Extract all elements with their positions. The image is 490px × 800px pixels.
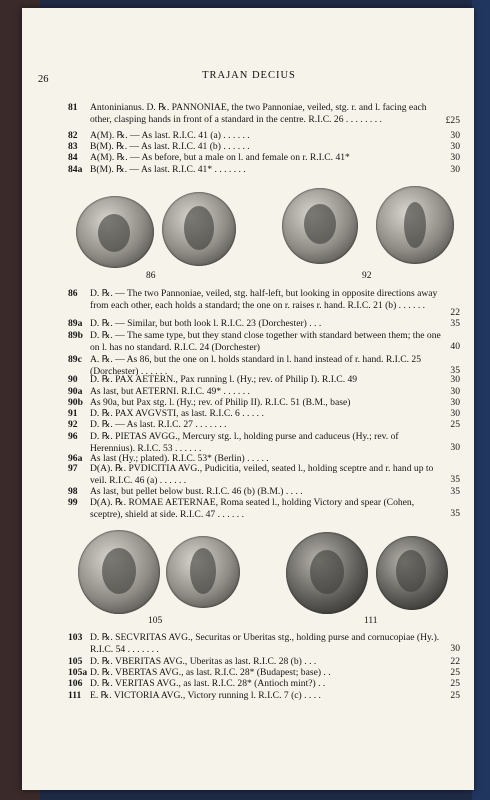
catalog-entry xyxy=(68,330,468,354)
entry-number: 89b xyxy=(68,330,83,341)
entry-description: D. ℞. VERITAS AVG., as last. R.I.C. 28* (Antioch mint?) . . xyxy=(90,678,326,689)
entry-price: 30 xyxy=(450,164,460,175)
entry-price: 30 xyxy=(450,643,460,654)
catalog-entry xyxy=(68,102,468,128)
entry-number: 84 xyxy=(68,152,78,163)
entry-description: As last, but AETERNI. R.I.C. 49* . . . . . . xyxy=(90,386,250,397)
entry-price: 25 xyxy=(450,667,460,678)
entry-price: 25 xyxy=(450,678,460,689)
entry-number: 82 xyxy=(68,130,78,141)
coin-caption: 86 xyxy=(146,271,156,281)
coin-86-obverse xyxy=(76,196,154,268)
entry-description: As last, but pellet below bust. R.I.C. 46 (b) (B.M.) . . . . xyxy=(90,486,303,497)
catalog-entry xyxy=(68,632,468,656)
entry-description: D. ℞. PIETAS AVGG., Mercury stg. l., holding purse and caduceus (Hy.; rev. of Herennius). R.I.C. 53 . . . . . . xyxy=(90,431,399,454)
entry-description: D(A). ℞. PVDICITIA AVG., Pudicitia, veiled, seated l., holding sceptre and r. hand up to veil. R.I.C. 46 (a) . . . . . . xyxy=(90,463,434,486)
entry-number: 81 xyxy=(68,102,78,113)
entry-number: 92 xyxy=(68,419,78,430)
entry-description: A(M). ℞. — As before, but a male on l. and female on r. R.I.C. 41* xyxy=(90,152,350,163)
entry-price: 35 xyxy=(450,486,460,497)
entry-price: 30 xyxy=(450,442,460,453)
entry-price: 30 xyxy=(450,397,460,408)
coin-111-reverse xyxy=(376,536,448,610)
entry-number: 99 xyxy=(68,497,78,508)
entry-price: 30 xyxy=(450,141,460,152)
entry-price: 35 xyxy=(450,365,460,376)
entry-description: E. ℞. VICTORIA AVG., Victory running l. R.I.C. 7 (c) . . . . xyxy=(90,690,321,701)
entry-number: 90b xyxy=(68,397,83,408)
page-number: 26 xyxy=(38,74,49,85)
entry-price: 30 xyxy=(450,408,460,419)
coin-caption: 92 xyxy=(362,271,372,281)
entry-price: 40 xyxy=(450,341,460,352)
coin-86-reverse xyxy=(162,192,236,266)
coin-92-obverse xyxy=(282,188,358,264)
entry-price: 35 xyxy=(450,508,460,519)
catalog-entry xyxy=(68,690,468,703)
entry-number: 98 xyxy=(68,486,78,497)
entry-description: D. ℞. SECVRITAS AVG., Securitas or Uberitas stg., holding purse and cornucopiae (Hy.). R.I.C. 54 . . . . . . . xyxy=(90,632,440,655)
entry-number: 97 xyxy=(68,463,78,474)
coin-111-obverse xyxy=(286,532,368,614)
entry-number: 103 xyxy=(68,632,83,643)
entry-number: 90a xyxy=(68,386,83,397)
entry-description: A(M). ℞. — As last. R.I.C. 41 (a) . . . . . . xyxy=(90,130,250,141)
entry-description: D. ℞. PAX AETERN., Pax running l. (Hy.; rev. of Philip I). R.I.C. 49 xyxy=(90,374,358,385)
coin-caption: 111 xyxy=(364,616,378,626)
entry-price: 22 xyxy=(450,307,460,318)
entry-price: 22 xyxy=(450,656,460,667)
entry-number: 111 xyxy=(68,690,82,701)
entry-price: 25 xyxy=(450,419,460,430)
catalog-entry xyxy=(68,431,468,455)
entry-description: D. ℞. — The two Pannoniae, veiled, stg. half-left, but looking in opposite directions away from each other, each holds a standard; the one on r. raises r. hand. R.I.C. 21 (b) . . . . . . xyxy=(90,288,438,311)
entry-price: 30 xyxy=(450,386,460,397)
coin-105-reverse xyxy=(166,536,240,608)
entry-number: 105 xyxy=(68,656,83,667)
entry-description: A. ℞. — As 86, but the one on l. holds standard in l. hand instead of r. hand. R.I.C. 25 (Dorchester) . . . . . . xyxy=(90,354,422,377)
entry-description: Antoninianus. D. ℞. PANNONIAE, the two Pannoniae, veiled, stg. r. and l. facing each other, clasping hands in front of a standard in the centre. R.I.C. 26 . . . . . . . . xyxy=(90,102,427,125)
entry-price: 30 xyxy=(450,130,460,141)
entry-number: 106 xyxy=(68,678,83,689)
entry-description: D. ℞. — The same type, but they stand close together with standard between them; the one on l. has no standard. R.I.C. 24 (Dorchester) xyxy=(90,330,441,353)
page-header xyxy=(38,70,460,84)
entry-description: B(M). ℞. — As last. R.I.C. 41* . . . . . . . xyxy=(90,164,246,175)
entry-description: As last (Hy.; plated). R.I.C. 53* (Berlin) . . . . . xyxy=(90,453,269,464)
entry-description: As 90a, but Pax stg. l. (Hy.; rev. of Philip II). R.I.C. 51 (B.M., base) xyxy=(90,397,351,408)
entry-description: B(M). ℞. — As last. R.I.C. 41 (b) . . . . . . xyxy=(90,141,250,152)
coin-105-obverse xyxy=(78,530,160,614)
entry-number: 89c xyxy=(68,354,82,365)
entry-price: £25 xyxy=(445,115,460,126)
entry-description: D. ℞. — Similar, but both look l. R.I.C. 23 (Dorchester) . . . xyxy=(90,318,322,329)
entry-price: 30 xyxy=(450,152,460,163)
entry-description: D. ℞. — As last. R.I.C. 27 . . . . . . . xyxy=(90,419,227,430)
entry-number: 96 xyxy=(68,431,78,442)
background-book-right xyxy=(472,0,490,800)
entry-number: 96a xyxy=(68,453,83,464)
entry-description: D. ℞. PAX AVGVSTI, as last. R.I.C. 6 . . . . . xyxy=(90,408,264,419)
entry-description: D. ℞. VBERTAS AVG., as last. R.I.C. 28* (Budapest; base) . . xyxy=(90,667,331,678)
entry-price: 30 xyxy=(450,374,460,385)
entry-price: 25 xyxy=(450,690,460,701)
entry-description: D(A). ℞. ROMAE AETERNAE, Roma seated l., holding Victory and spear (Cohen, sceptre), shield at side. R.I.C. 47 . . . . . . xyxy=(90,497,415,520)
page-title: TRAJAN DECIUS xyxy=(202,70,296,81)
entry-number: 89a xyxy=(68,318,83,329)
entry-number: 105a xyxy=(68,667,88,678)
coin-92-reverse xyxy=(376,186,454,264)
coin-caption: 105 xyxy=(148,616,163,626)
entry-number: 91 xyxy=(68,408,78,419)
entry-description: D. ℞. VBERITAS AVG., Uberitas as last. R.I.C. 28 (b) . . . xyxy=(90,656,317,667)
entry-number: 90 xyxy=(68,374,78,385)
entry-number: 86 xyxy=(68,288,78,299)
entry-number: 83 xyxy=(68,141,78,152)
catalog-entry xyxy=(68,164,468,177)
catalog-entry xyxy=(68,288,468,320)
entry-price: 35 xyxy=(450,318,460,329)
catalog-entry xyxy=(68,463,468,487)
entry-price: 35 xyxy=(450,474,460,485)
entry-number: 84a xyxy=(68,164,83,175)
catalog-entry xyxy=(68,497,468,521)
